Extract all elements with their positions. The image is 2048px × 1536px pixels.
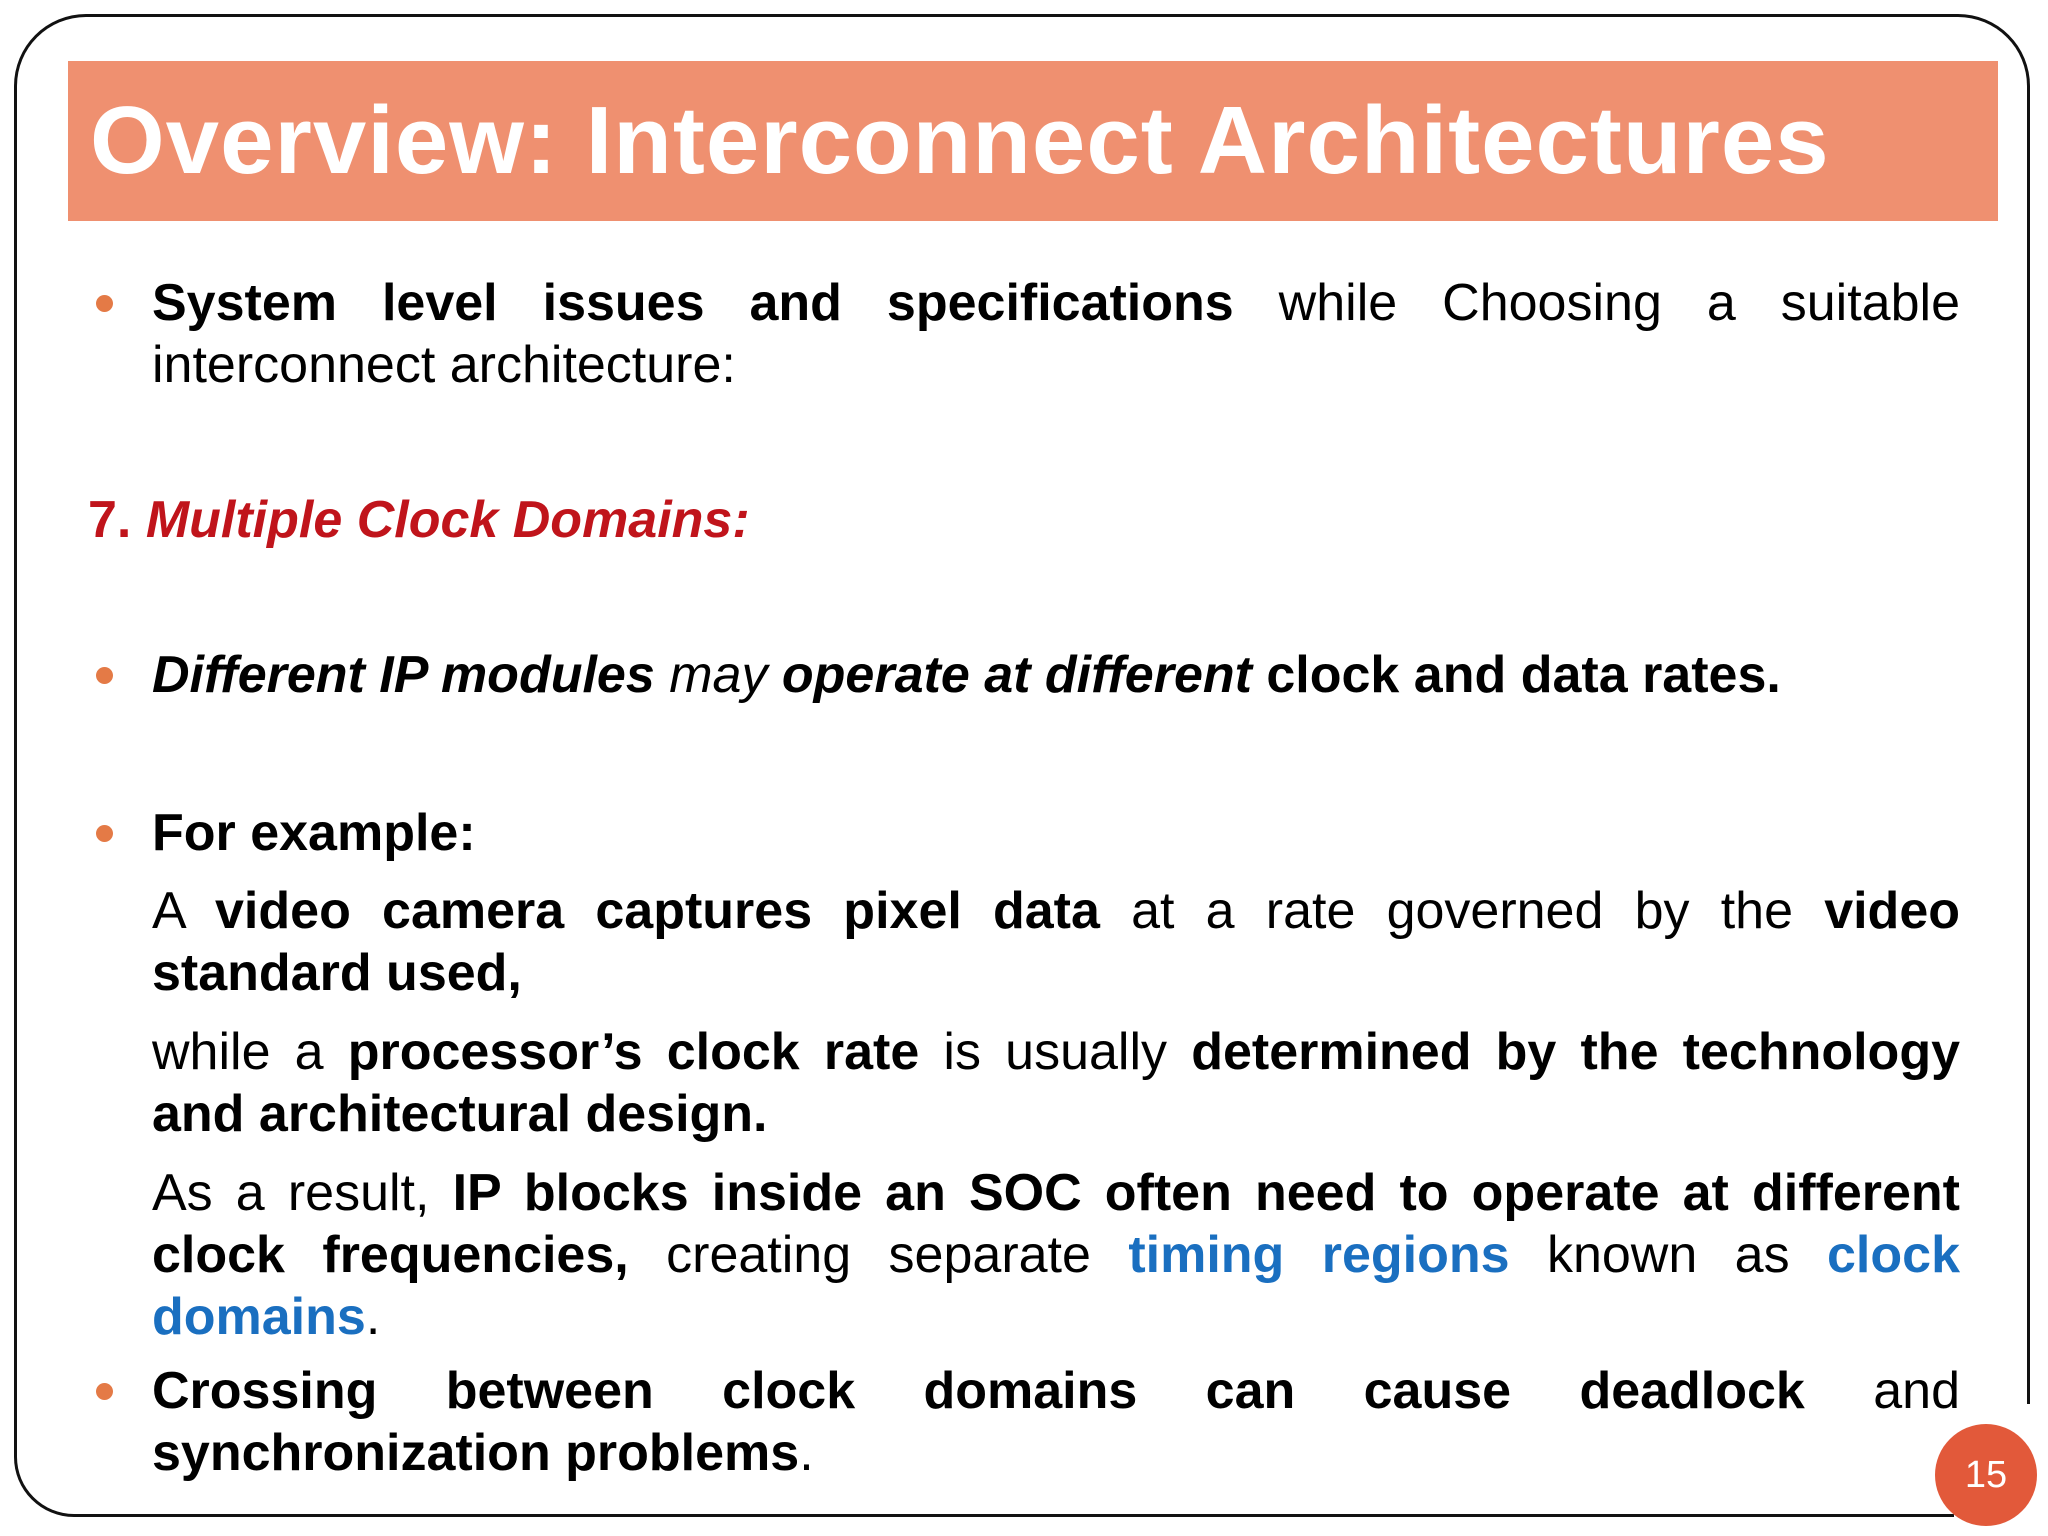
example-camera-paragraph <box>96 880 1960 1004</box>
text-run: A <box>152 882 216 940</box>
bullet-text: . <box>799 1424 814 1482</box>
bullet-text: while Choosing a suitable interconnect architecture: <box>152 274 1960 394</box>
bullet-text-bold-italic: operate at different <box>781 646 1252 704</box>
page-number: 15 <box>1964 1453 2008 1496</box>
example-processor-paragraph <box>96 1021 1960 1145</box>
text-run: is usually <box>919 1023 1192 1081</box>
example-result-paragraph <box>96 1162 1960 1348</box>
bullet-text-bold: Crossing between clock domains can cause deadlock <box>152 1362 1805 1420</box>
bullet-text: and <box>1804 1362 1960 1420</box>
slide-frame-right <box>2027 254 2030 1404</box>
bullet-icon <box>96 667 113 684</box>
text-run: known as <box>1509 1226 1828 1284</box>
text-run-bold: determined by the technology and architectural design. <box>152 1023 1960 1143</box>
slide-frame-lower <box>14 254 74 1517</box>
bullet-icon <box>96 825 113 842</box>
text-run-bold: video standard used, <box>152 882 1961 1002</box>
bullet-text-bold: clock and data rates. <box>1251 646 1781 704</box>
text-run: As a result, <box>152 1164 453 1222</box>
section-number: 7. <box>88 491 146 549</box>
bullet-icon <box>96 1383 113 1400</box>
section-label: Multiple Clock Domains: <box>145 491 750 549</box>
bullet-system-issues <box>96 272 1960 396</box>
bullet-text-bold-italic: Different IP modules <box>152 646 655 704</box>
bullet-for-example <box>96 802 1960 864</box>
text-run: creating separate <box>628 1226 1129 1284</box>
section-heading <box>88 489 1960 551</box>
text-run: . <box>365 1288 381 1346</box>
text-run: while a <box>152 1023 348 1081</box>
bullet-text-bold: synchronization problems <box>152 1424 800 1482</box>
clock-domains-term: clock domains <box>152 1226 1960 1346</box>
bullet-text-italic: may <box>654 646 782 704</box>
page-title: Overview: Interconnect Architectures <box>90 87 1830 194</box>
text-run-bold: IP blocks inside an SOC often need to operate at different clock frequencies, <box>152 1164 1960 1284</box>
bullet-icon <box>96 295 113 312</box>
bullet-different-ip <box>96 644 1960 706</box>
bullet-text-bold: System level issues and specifications <box>152 274 1234 332</box>
text-run-bold: processor’s clock rate <box>347 1023 920 1081</box>
bullet-crossing-domains <box>96 1360 1960 1484</box>
title-bar <box>68 61 1998 221</box>
slide-frame-bottom <box>74 1514 1954 1517</box>
text-run: at a rate governed by the <box>1099 882 1825 940</box>
bullet-text-bold: For example: <box>152 804 476 862</box>
slide-content <box>88 272 1961 1484</box>
text-run-bold: video camera captures pixel data <box>215 882 1100 940</box>
timing-regions-term: timing regions <box>1128 1226 1510 1284</box>
page-number-badge <box>1935 1424 2037 1526</box>
